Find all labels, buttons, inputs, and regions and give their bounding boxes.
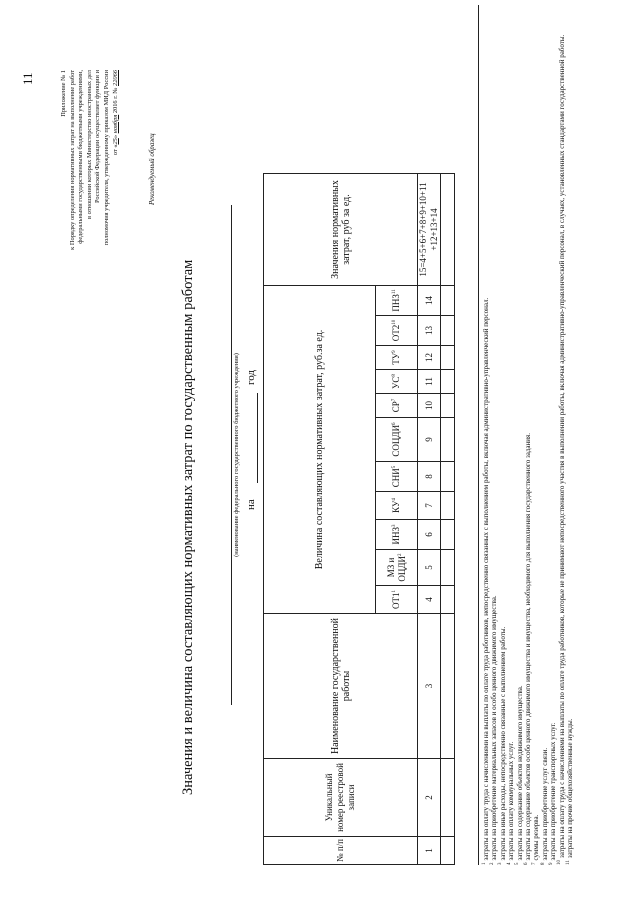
- appendix-line: федеральными государственными бюджетными учреждениями,: [77, 70, 85, 244]
- footnote: $^6$затраты на содержание объектов особо ценного движимого имущества и имущества, необходимого для выполнения государственного задания.: [523, 432, 533, 865]
- header-component: $КУ^4$: [376, 492, 418, 520]
- column-number: 13: [418, 316, 441, 346]
- column-number: 4: [418, 586, 441, 614]
- table-cell: [441, 492, 455, 520]
- table-cell: [441, 462, 455, 492]
- appendix-line: Российской Федерации осуществляет функции и: [94, 70, 102, 203]
- column-number: 8: [418, 462, 441, 492]
- header-cost-components: Величина составляющих нормативных затрат, руб.за ед.: [264, 286, 376, 614]
- year-line: [245, 325, 259, 545]
- appendix-line: полномочия учредителя, утвержденному приказом МИД России: [102, 70, 110, 246]
- footnote: $^4$затраты на оплату коммунальных услуг.: [506, 741, 516, 865]
- table-cell: [441, 586, 455, 614]
- header-component: СОЦДИ$^6$: [376, 418, 418, 462]
- footnote: $^7$суммы резерва.: [532, 814, 541, 865]
- header-component: $УС^8$: [376, 370, 418, 394]
- column-formula: 15=4+5+6+7+8+9+10+11 +12+13+14: [418, 174, 441, 286]
- header-component: СНИ$^5$: [376, 462, 418, 492]
- appendix-line: к Порядку определения нормативных затрат на выполнение работ: [68, 70, 76, 250]
- column-number: 14: [418, 286, 441, 316]
- header-component: $ТУ^9$: [376, 346, 418, 370]
- year-prefix: на: [245, 499, 257, 510]
- table-cell: [441, 316, 455, 346]
- table-cell: [441, 370, 455, 394]
- table-row: [441, 174, 455, 865]
- table-row: [418, 174, 441, 865]
- column-number: 10: [418, 394, 441, 418]
- column-number: 6: [418, 520, 441, 550]
- table-cell: [441, 614, 455, 759]
- footnote: $^{10}$затраты на оплату труда с начислениями на выплаты по оплате труда работников, которые не принимают непосредственного участия в выполнении работы, включая административно-управленческий персонал, в случаях, установленных стандартами государственной работы.: [557, 34, 566, 865]
- appendix-date-day: 25: [111, 138, 119, 145]
- recommended-sample-label: Рекомендуемый образец: [148, 133, 156, 205]
- document-title: Значения и величина составляющих нормативных затрат по государственным работам: [180, 259, 196, 795]
- footnote: $^5$затраты на содержание объектов недвижимого имущества.: [515, 685, 524, 865]
- year-blank: [257, 393, 258, 483]
- appendix-date: от «25» ноября 2016 г. № 22066: [111, 70, 119, 156]
- footnote: $^2$затраты на приобретение материальных запасов и особо ценного движимого имущества.: [490, 595, 499, 865]
- table-cell: [441, 174, 455, 286]
- cost-table: [263, 173, 455, 865]
- column-number: 12: [418, 346, 441, 370]
- appendix-line: Приложение № 1: [60, 70, 67, 117]
- header-component: $ОТ2^{10}$: [376, 316, 418, 346]
- footnote: $^9$затраты на приобретение транспортных услуг.: [548, 722, 558, 865]
- institution-caption: (наименование федерального государственного бюджетного учреждения): [233, 353, 240, 557]
- column-number: 9: [418, 418, 441, 462]
- table-cell: [441, 759, 455, 837]
- table-cell: [441, 520, 455, 550]
- column-number: 7: [418, 492, 441, 520]
- header-component: $СР^7$: [376, 394, 418, 418]
- column-number: 3: [418, 614, 441, 759]
- column-number: 1: [418, 837, 441, 865]
- year-suffix: год: [245, 369, 257, 385]
- institution-name-blank: [220, 205, 232, 705]
- appendix-header: [60, 70, 120, 285]
- header-registry-number: Уникальный номер реестровой записи: [264, 759, 418, 837]
- footnotes: [478, 5, 574, 865]
- table-cell: [441, 394, 455, 418]
- table-cell: [441, 418, 455, 462]
- header-component: $ОТ1^1$: [376, 586, 418, 614]
- appendix-line: в отношении которых Министерство иностранных дел: [85, 70, 93, 219]
- header-component: ПНЗ$^{11}$: [376, 286, 418, 316]
- header-component: ИНЗ$^3$: [376, 520, 418, 550]
- footnote: $^{11}$затраты на прочие общехозяйственные нужды.: [565, 718, 575, 865]
- table-cell: [441, 346, 455, 370]
- header-row-number: № п/п: [264, 837, 418, 865]
- header-work-name: Наименование государственной работы: [264, 614, 418, 759]
- page-number: 11: [20, 72, 35, 85]
- table-cell: [441, 550, 455, 586]
- column-number: 5: [418, 550, 441, 586]
- column-number: 11: [418, 370, 441, 394]
- header-component: МЗ и ОЦДИ$^2$: [376, 550, 418, 586]
- appendix-order-number: 22066: [111, 70, 119, 86]
- footnote: $^1$затраты на оплату труда с начислениями на выплаты по оплате труда работников, непосредственно связанных с выполнением работы, включая административно-управленческий персонал.: [481, 297, 490, 865]
- column-number: 2: [418, 759, 441, 837]
- appendix-date-month: ноября: [111, 114, 119, 134]
- table-cell: [441, 837, 455, 865]
- footnote: $^8$затраты на приобретение услуг связи.: [540, 747, 549, 865]
- table-cell: [441, 286, 455, 316]
- header-normative-values: Значения нормативных затрат, руб за ед.: [264, 174, 418, 286]
- footnote: $^3$затраты на иные расходы, непосредственно связанные с выполнением работы.: [498, 626, 507, 865]
